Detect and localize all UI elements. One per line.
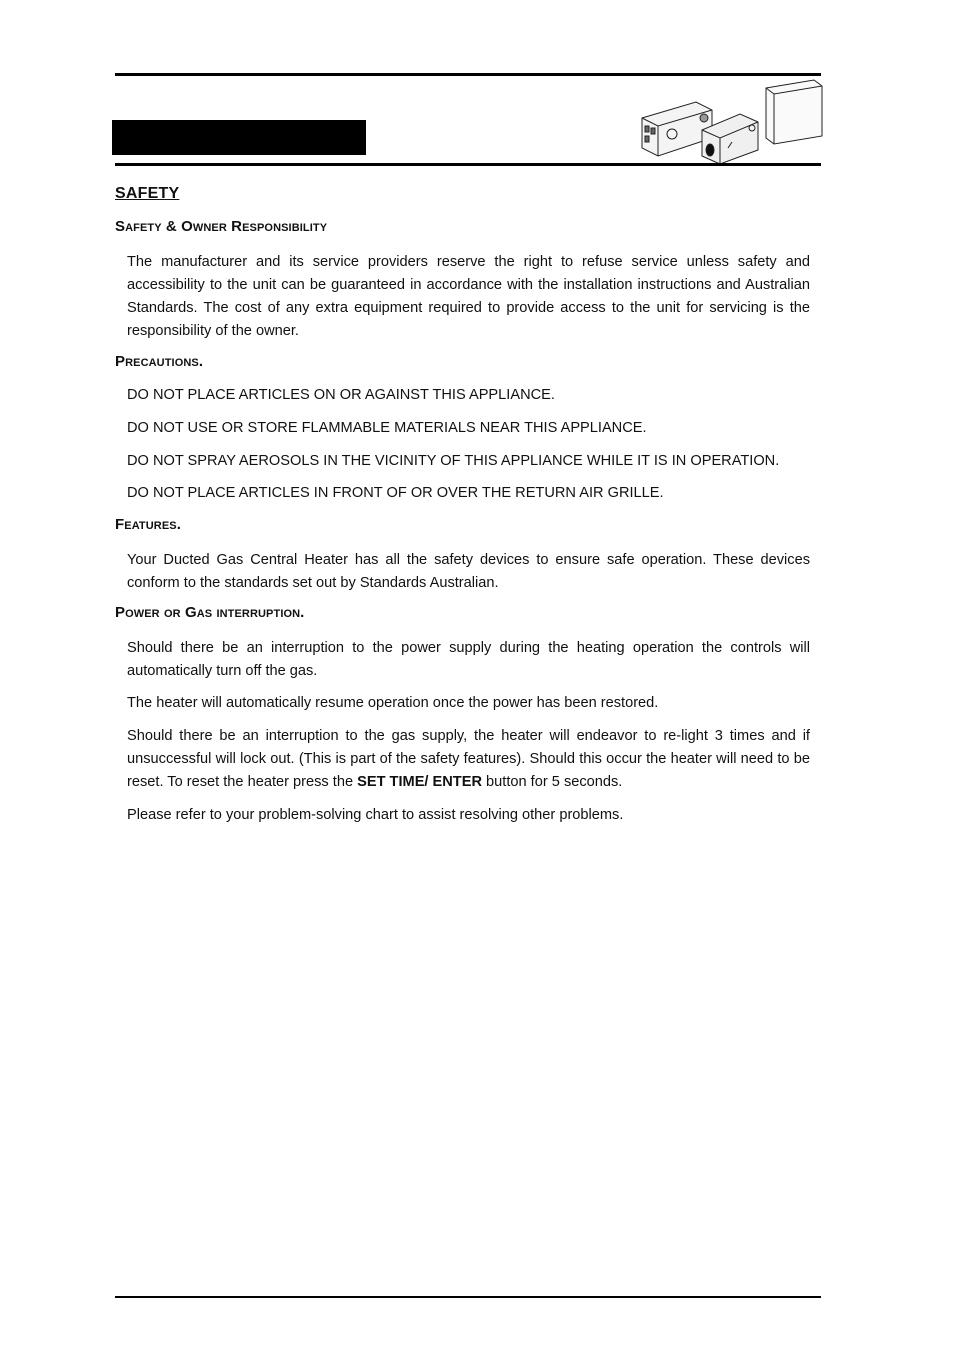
header-top-rule (115, 73, 821, 76)
subheading-precautions: Precautions. (115, 353, 204, 370)
features-paragraph: Your Ducted Gas Central Heater has all the safety devices to ensure safe operation. These devices conform to the standards set out by Standards Australian. (127, 552, 810, 591)
precaution-item: DO NOT USE OR STORE FLAMMABLE MATERIALS NEAR THIS APPLIANCE. (127, 420, 647, 436)
subheading-power-gas: Power or Gas interruption. (115, 604, 305, 621)
power-gas-paragraph-2: The heater will automatically resume operation once the power has been restored. (127, 695, 659, 711)
precaution-item: DO NOT PLACE ARTICLES IN FRONT OF OR OVER THE RETURN AIR GRILLE. (127, 485, 664, 501)
subheading-safety-owner: Safety & Owner Responsibility (115, 218, 328, 235)
reset-text-before: Should there be an interruption to the gas supply, the heater will endeavor to re-light 3 times and if unsuccessful will lock out. (This is part of the safety features). Should this occur the heater will need to be reset. To reset the heater press the (127, 728, 810, 790)
safety-owner-paragraph: The manufacturer and its service providers reserve the right to refuse service unless safety and accessibility to the unit can be guaranteed in accordance with the installation instructions and Australian Standards. The cost of any extra equipment required to provide access to the unit for servicing is the responsibility of the owner. (127, 254, 810, 339)
header-bottom-rule (115, 163, 821, 166)
section-title: SAFETY (115, 185, 180, 202)
subheading-features: Features. (115, 516, 181, 533)
heater-units-illustration (636, 78, 826, 164)
power-gas-paragraph-1: Should there be an interruption to the power supply during the heating operation the controls will automatically turn off the gas. (127, 640, 810, 679)
footer-rule (115, 1296, 821, 1298)
power-gas-paragraph-4: Please refer to your problem-solving chart to assist resolving other problems. (127, 807, 624, 823)
precaution-item: DO NOT SPRAY AEROSOLS IN THE VICINITY OF THIS APPLIANCE WHILE IT IS IN OPERATION. (127, 453, 780, 469)
power-gas-paragraph-3 (127, 725, 810, 794)
reset-text-after: button for 5 seconds. (482, 774, 623, 790)
set-time-enter-label: SET TIME/ ENTER (357, 774, 482, 790)
header-title-bar (112, 120, 366, 155)
precaution-item: DO NOT PLACE ARTICLES ON OR AGAINST THIS APPLIANCE. (127, 387, 555, 403)
